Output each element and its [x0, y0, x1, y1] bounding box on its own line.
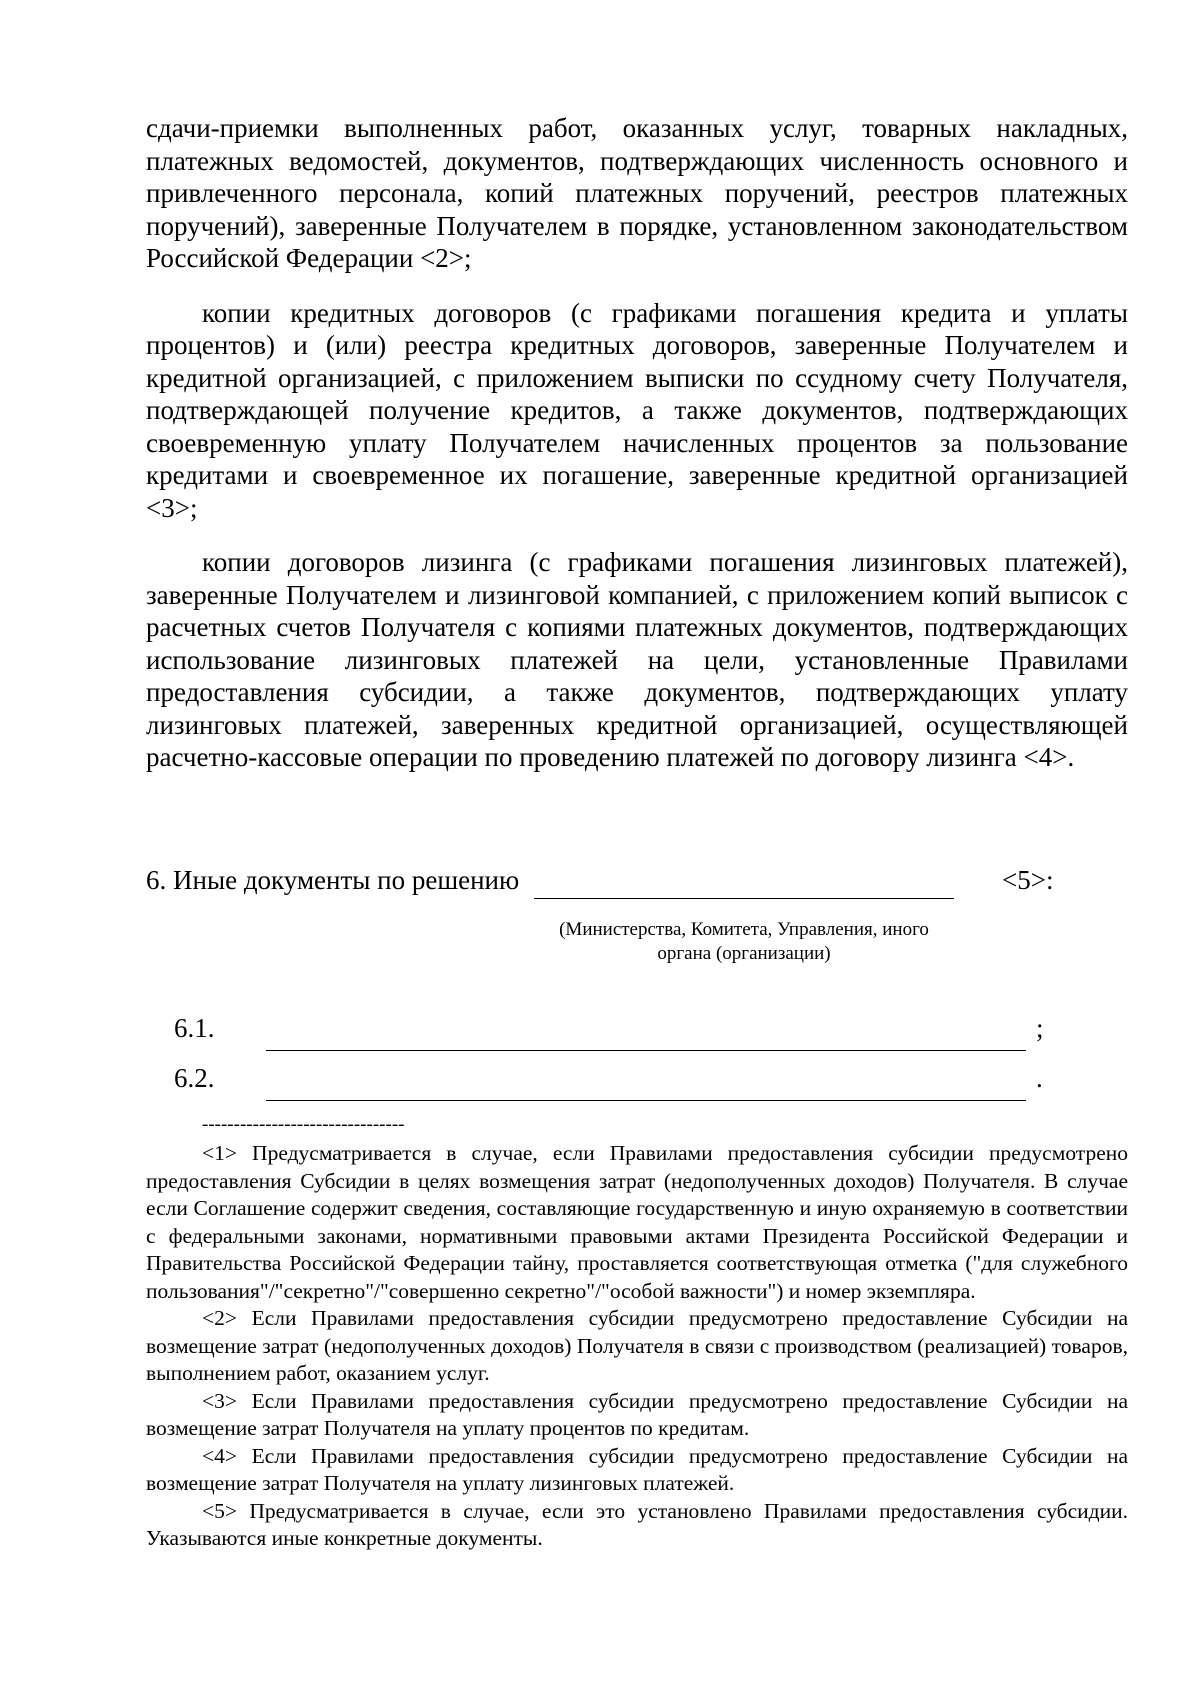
- footnote-ref-5: <5>:: [1002, 865, 1054, 895]
- sub-item-terminator: .: [1036, 1063, 1043, 1093]
- other-documents-row: [146, 864, 1128, 904]
- authority-blank-line: [534, 898, 954, 899]
- sub-item-number: 6.1.: [174, 1013, 215, 1043]
- paragraph-leasing-contracts: копии договоров лизинга (с графиками погашения лизинговых платежей), заверенные Получателем и лизинговой компанией, с приложением копий выписок с расчетных счетов Получателя с копиями платежных документов, подтверждающих использование лизинговых платежей на цели, установленные Правилами предоставления субсидии, а также документов, подтверждающих уплату лизинговых платежей, заверенных кредитной организацией, осуществляющей расчетно-кассовые операции по проведению платежей по договору лизинга <4>.: [146, 547, 1128, 772]
- sub-item-6-1: [146, 1012, 1128, 1052]
- sub-item-terminator: ;: [1036, 1013, 1044, 1043]
- sub-item-6-2: [146, 1062, 1128, 1102]
- authority-caption-line2: органа (организации): [657, 943, 831, 964]
- footnote-5: <5> Предусматривается в случае, если это установлено Правилами предоставления субсидии. Указываются иные конкретные документы.: [146, 1498, 1128, 1550]
- authority-caption-line1: (Министерства, Комитета, Управления, иного: [559, 919, 929, 940]
- footnotes: [146, 1114, 1128, 1553]
- sub-item-blank-line: [266, 1050, 1026, 1051]
- footnote-separator: --------------------------------: [202, 1114, 405, 1135]
- footnote-3: <3> Если Правилами предоставления субсидии предусмотрено предоставление Субсидии на возмещение затрат Получателя на уплату процентов по кредитам.: [146, 1388, 1128, 1440]
- authority-caption: [534, 918, 954, 966]
- footnote-2: <2> Если Правилами предоставления субсидии предусмотрено предоставление Субсидии на возмещение затрат (недополученных доходов) Получателя в связи с производством (реализацией) товаров, выполнением работ, оказанием услуг.: [146, 1306, 1128, 1385]
- paragraph-credit-contracts: копии кредитных договоров (с графиками погашения кредита и уплаты процентов) и (или) реестра кредитных договоров, заверенные Получателем и кредитной организацией, с приложением выписки по ссудному счету Получателя, подтверждающей получение кредитов, а также документов, подтверждающих своевременную уплату Получателем начисленных процентов за пользование кредитами и своевременное их погашение, заверенные кредитной организацией <3>;: [146, 297, 1128, 523]
- other-documents-label: 6. Иные документы по решению: [146, 865, 520, 895]
- sub-item-number: 6.2.: [174, 1063, 215, 1093]
- document-page: [146, 112, 1128, 1550]
- footnote-1: <1> Предусматривается в случае, если Правилами предоставления субсидии предусмотрено предоставления Субсидии в целях возмещения затрат (недополученных доходов) Получателя. В случае если Соглашение содержит сведения, составляющие государственную и иную охраняемую в соответствии с федеральными законами, нормативными правовыми актами Президента Российской Федерации и Правительства Российской Федерации тайну, проставляется соответствующая отметка ("для служебного пользования"/"секретно"/"совершенно секретно"/"особой важности") и номер экземпляра.: [146, 1141, 1128, 1303]
- paragraph-continuation: сдачи-приемки выполненных работ, оказанных услуг, товарных накладных, платежных ведомостей, документов, подтверждающих численность основного и привлеченного персонала, копий платежных поручений, реестров платежных поручений), заверенные Получателем в порядке, установленном законодательством Российской Федерации <2>;: [146, 113, 1128, 273]
- footnote-4: <4> Если Правилами предоставления субсидии предусмотрено предоставление Субсидии на возмещение затрат Получателя на уплату лизинговых платежей.: [146, 1443, 1128, 1495]
- sub-item-blank-line: [266, 1100, 1026, 1101]
